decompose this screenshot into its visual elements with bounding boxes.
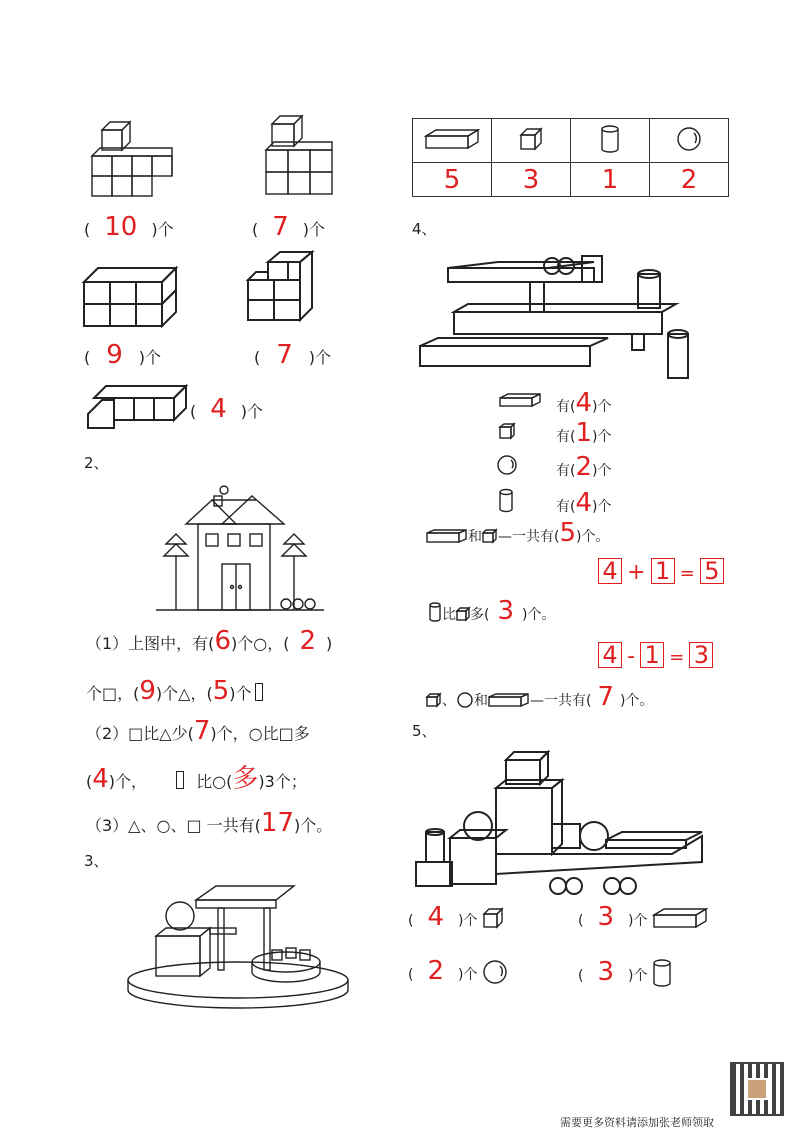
- q4-together-cuboid-icon: [426, 529, 468, 543]
- q2-line-4: (4)个， 比○(多)3个；: [86, 764, 307, 794]
- q4-together2-cuboid-icon: [488, 693, 530, 707]
- blocks-figure-q3: [126, 880, 356, 1008]
- q4-together2-sphere-icon: [456, 691, 474, 709]
- q3-label: 3、: [84, 852, 109, 870]
- q5-cube-icon: [482, 907, 504, 929]
- q5-answer-cylinder: ( 3 )个: [578, 958, 672, 988]
- cube-figure-1: [88, 118, 178, 208]
- cube-icon: [519, 127, 543, 151]
- cube-figure-3: [80, 262, 190, 332]
- q4-cylinder-icon: [498, 488, 514, 514]
- q5-answer-cube: ( 4 )个: [408, 904, 504, 930]
- q2-label: 2、: [84, 454, 109, 472]
- table-cell-cuboid: [413, 119, 492, 163]
- q4-row-sphere: 有(2)个: [556, 452, 612, 482]
- cube-figure-2: [262, 112, 342, 204]
- q5-answer-cuboid: ( 3 )个: [578, 904, 708, 930]
- q4-together2-line: 、 和 —一共有( 7 )个。: [426, 684, 653, 710]
- q4-equation-2: 4 - 1 = 3: [598, 642, 713, 669]
- q4-row-cuboid: 有(4)个: [556, 388, 612, 418]
- table-count-cuboid: 5: [443, 164, 461, 195]
- table-count-cube: 3: [522, 164, 540, 195]
- table-cell-cube: [492, 119, 571, 163]
- q1-answer-5: ( 4 )个: [190, 394, 264, 424]
- q4-together2-cube-icon: [426, 693, 442, 707]
- sphere-icon: [676, 126, 702, 152]
- q4-compare-cylinder-icon: [428, 601, 442, 623]
- table-count-cylinder: 1: [601, 164, 619, 195]
- shape-count-table: [412, 118, 729, 197]
- q4-sphere-icon: [496, 454, 518, 476]
- cuboid-icon: [424, 128, 480, 150]
- q4-row-cube: 有(1)个: [556, 418, 612, 448]
- q2-line-3: （2）□比△少(7)个，○比□多: [86, 716, 310, 746]
- q2-line-1: （1）上图中，有(6)个○，( 2 ): [86, 626, 333, 656]
- q5-sphere-icon: [482, 959, 508, 985]
- q5-cuboid-icon: [652, 907, 708, 929]
- q4-equation-1: 4 + 1 = 5: [598, 558, 724, 585]
- q2-line-2: 个□，(9)个△，(5)个: [86, 678, 263, 704]
- q4-compare-cube-icon: [456, 607, 470, 621]
- q4-label: 4、: [412, 220, 437, 238]
- q4-cuboid-icon: [498, 392, 542, 408]
- cube-figure-5: [84, 384, 194, 434]
- q1-answer-4: ( 7 )个: [254, 340, 332, 370]
- blocks-figure-q4: [418, 250, 708, 390]
- q2-line-5: （3）△、○、□ 一共有(17)个。: [86, 808, 333, 838]
- table-cell-sphere: [650, 119, 729, 163]
- table-cell-cylinder: [571, 119, 650, 163]
- q4-compare-line: 比 多( 3 )个。: [428, 598, 555, 624]
- q4-row-cylinder: 有(4)个: [556, 488, 612, 518]
- q5-answer-sphere: ( 2 )个: [408, 958, 508, 985]
- table-count-sphere: 2: [680, 164, 698, 195]
- house-figure: [156, 484, 326, 612]
- q4-together-line: 和 —一共有(5)个。: [426, 520, 609, 546]
- blocks-figure-q5: [412, 744, 712, 894]
- q4-cube-icon: [498, 422, 516, 440]
- cube-figure-4: [244, 248, 324, 334]
- footer-note: 需要更多资料请添加张老师领取: [560, 1116, 714, 1129]
- avatar: [746, 1078, 768, 1100]
- q1-answer-2: ( 7 )个: [252, 212, 326, 242]
- q1-answer-1: ( 10 )个: [84, 212, 174, 242]
- cylinder-icon: [599, 124, 621, 154]
- q4-together-cube-icon: [482, 529, 498, 543]
- q1-answer-3: ( 9 )个: [84, 340, 162, 370]
- q5-label: 5、: [412, 722, 437, 740]
- q5-cylinder-icon: [652, 958, 672, 988]
